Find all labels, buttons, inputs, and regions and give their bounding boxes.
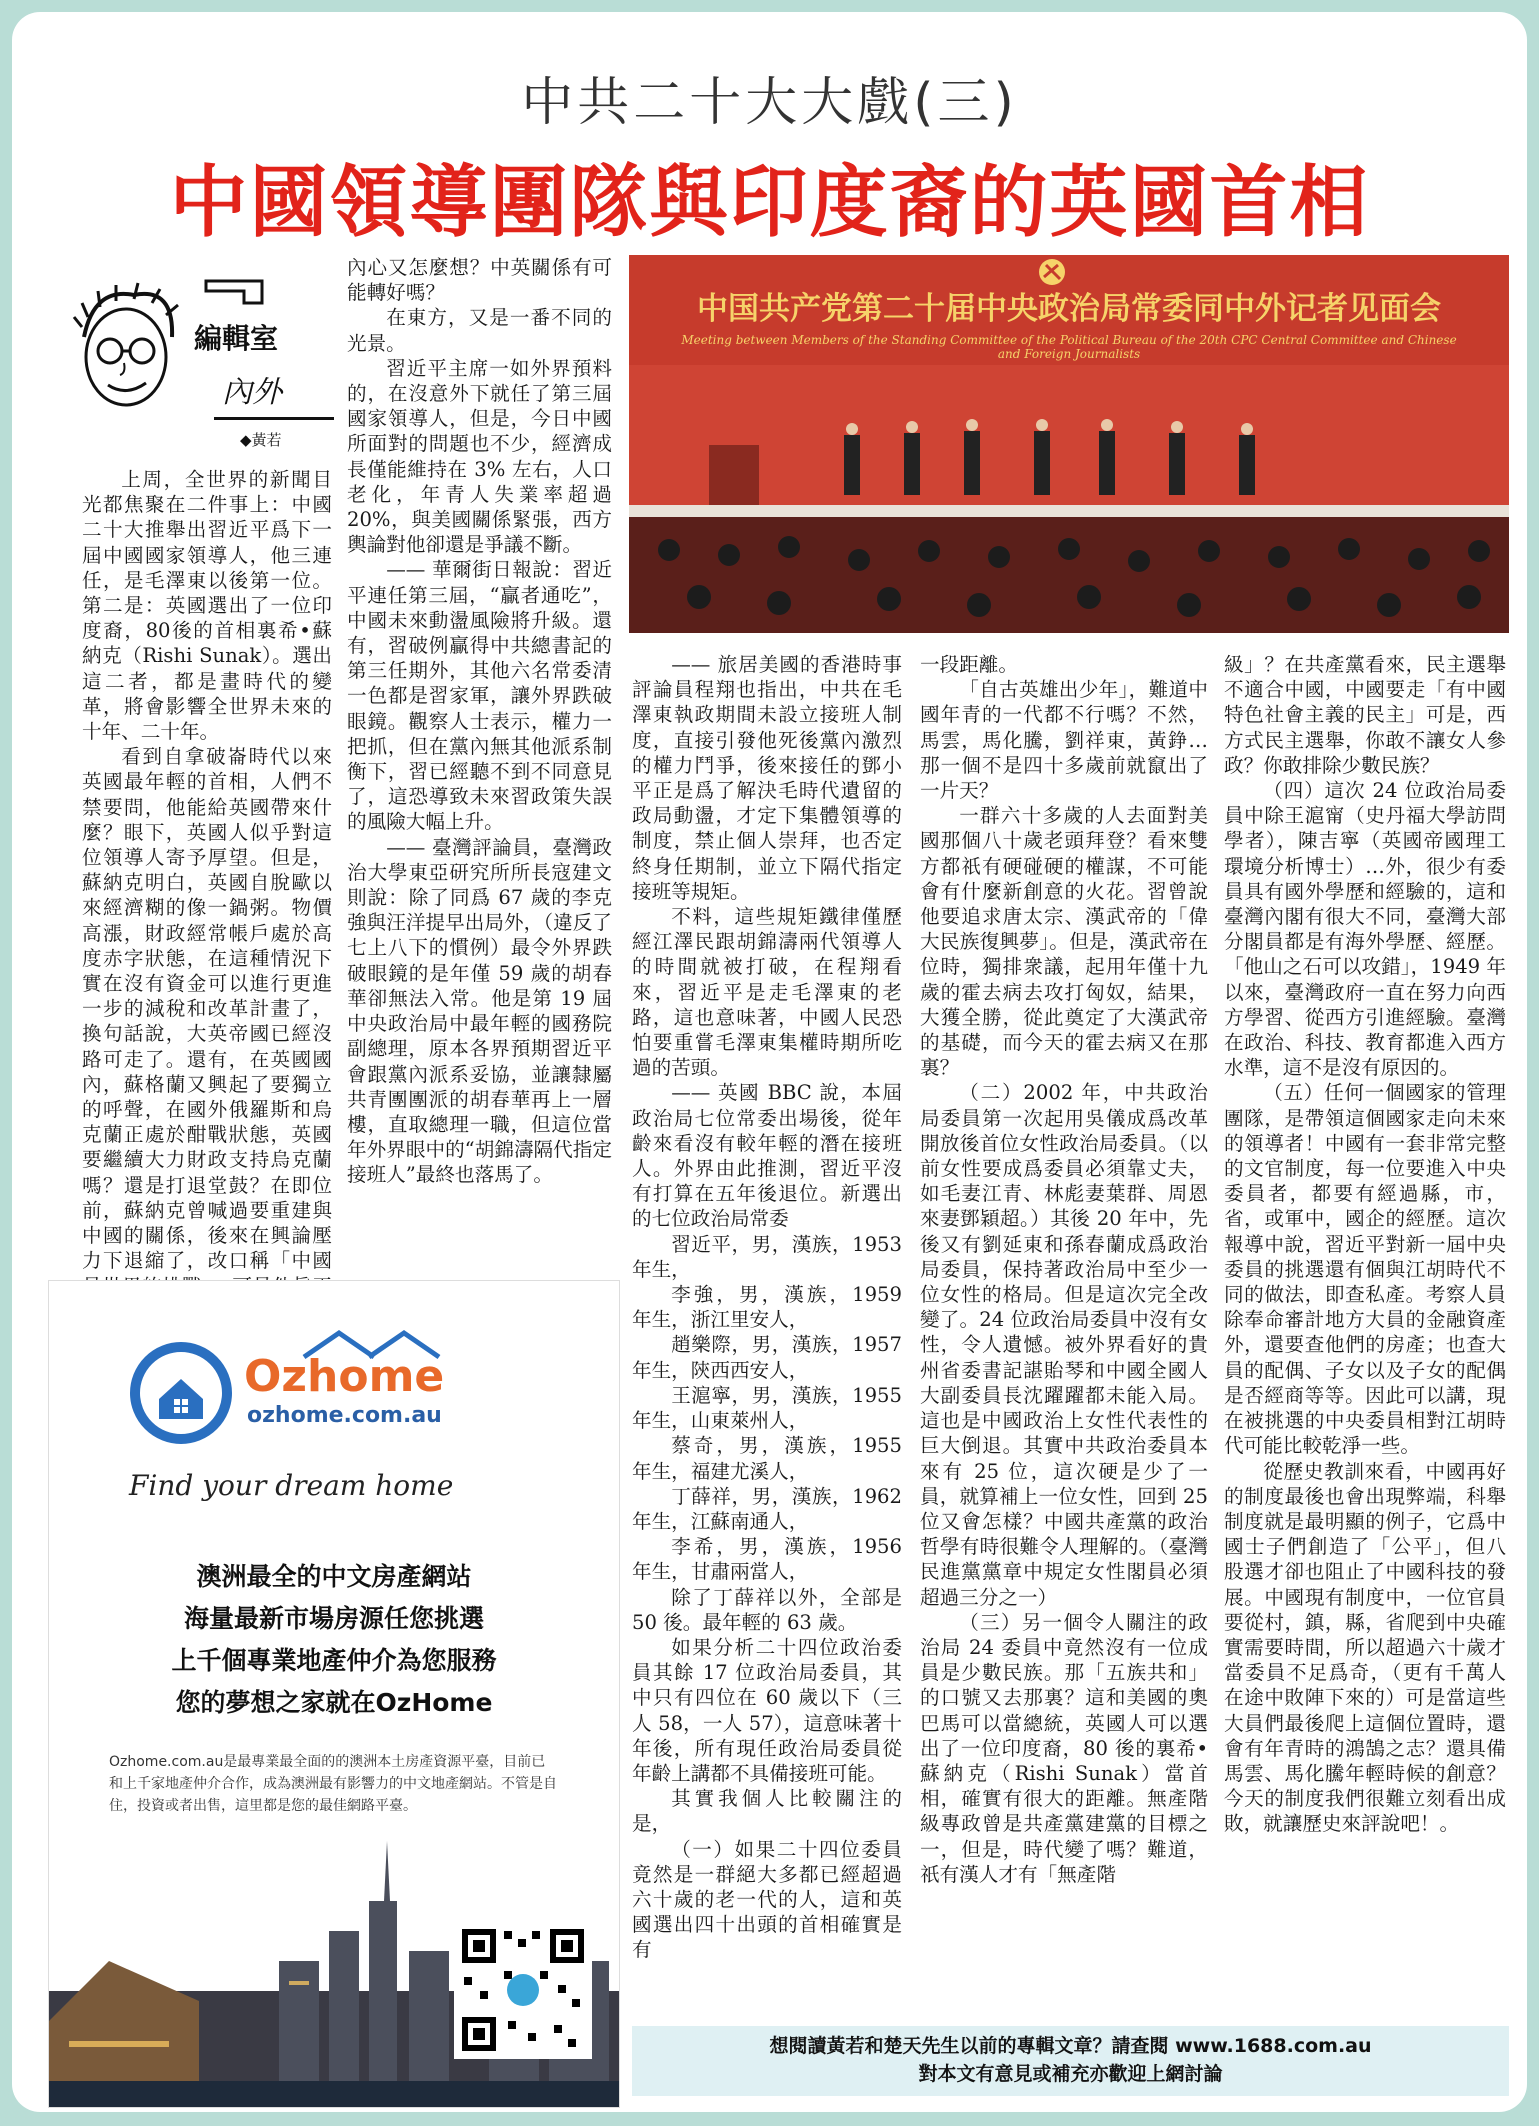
qr-code[interactable] [454,1921,592,2059]
headline: 中國領導團隊與印度裔的英國首相 [169,158,1370,248]
paragraph: 在東方，又是一番不同的光景。 [347,306,612,355]
paragraph: （一）如果二十四位委員竟然是一群絕大多都已經超過六十歲的老一代的人，這和英國選出四十出頭的首相確實是有 [632,1837,902,1962]
newspaper-page [12,12,1527,2112]
column-title: 編輯室 [194,322,279,355]
text-column-2 [347,255,612,1277]
paragraph: —— 英國 BBC 說，本屆政治局七位常委出場後，從年齡來看沒有較年輕的潛在接班人。外界由此推測，習近平沒有打算在五年後退位。新選出的七位政治局常委 [632,1081,902,1231]
paragraph: （二）2002 年，中共政治局委員第一次起用吳儀成爲改革開放後首位女性政治局委員。（以前女性要成爲委員必須靠丈夫，如毛妻江青、林彪妻葉群、周恩來妻鄧穎超。）其後 20 年中，先後又有劉延東和孫春蘭成爲政治局委員，保持著政治局中至少一位女性的格局。但是這次完全改變了。24 位政治局委員中沒有女性，令人遺憾。被外界看好的貴州省委書記諶貽琴和中國全國人大副委員長沈躍躍都未能入局。這也是中國政治上女性代表性的巨大倒退。其實中共政治委員本來有 25 位，這次硬是少了一員，就算補上一位女性，回到 25 位又會怎樣？中國共產黨的政治哲學有時很難令人理解的。（臺灣民進黨黨章中規定女性閣員必須超過三分之一） [920,1081,1208,1609]
ad-line: 海量最新市場房源任您挑選 [183,1604,484,1633]
banner-subtitle: Meeting between Members of the Standing Committee of the Political Bureau of the 20th CPC Central Committee and Chinese and Foreign Journalists [681,333,1457,361]
logo-frame-icon [204,277,264,307]
house-logo-icon [129,1341,234,1446]
press-conference-photo [629,255,1509,633]
ad-brand: Ozhome [244,1351,445,1402]
paragraph: 習近平，男，漢族，1953 年生， [632,1232,902,1281]
paragraph: —— 華爾街日報說：習近平連任第三屆，“贏者通吃”，中國未來動盪風險將升級。還有，習破例贏得中共總書記的第三任期外，其他六名常委清一色都是習家軍，讓外界跌破眼鏡。觀察人士表示，權力一把抓，但在黨內無其他派系制衡下，習已經聽不到不同意見了，這恐導致未來習政策失誤的風險大幅上升。 [347,558,612,834]
paragraph: 習近平主席一如外界預料的，在沒意外下就任了第三屆國家領導人，但是，今日中國所面對的問題也不少，經濟成長僅能維持在 3% 左右，人口老化，年青人失業率超過 20%，與美國關係緊張，西方輿論對他卻還是爭議不斷。 [347,356,612,557]
paragraph: 不料，這些規矩鐵律僅歷經江澤民跟胡錦濤兩代領導人的時間就被打破，在程翔看來，習近平是走毛澤東的老路，這也意味著，中國人民恐怕要重嘗毛澤東集權時期所吃過的苦頭。 [632,905,902,1080]
paragraph: 蔡奇，男，漢族，1955 年生，福建尤溪人， [632,1434,902,1483]
text-column-3 [632,652,902,1972]
paragraph: 如果分析二十四位政治委員其餘 17 位政治局委員，其中只有四位在 60 歲以下（三人 58，一人 57），這意味著十年後，所有現任政治局委員從年齡上講都不具備接班可能。 [632,1635,902,1785]
text-column-5 [1224,652,1506,1972]
paragraph: 「自古英雄出少年」，難道中國年青的一代都不行嗎？不然，馬雲，馬化騰，劉祥東，黃錚…那一個不是四十多歲前就竄出了一片天？ [920,678,1208,803]
paragraph: 李強，男，漢族，1959 年生，浙江里安人， [632,1283,902,1332]
paragraph: 從歷史教訓來看，中國再好的制度最後也會出現弊端，科舉制度就是最明顯的例子，它爲中國士子們創造了「公平」，但八股選才卻也阻止了中國科技的發展。中國現有制度中，一位官員要從村，鎮，縣，省爬到中央確實需要時間，所以超過六十歲才當委員不足爲奇，（更有千萬人在途中敗陣下來的）可是當這些大員們最後爬上這個位置時，還會有年青時的鴻鵠之志？還具備馬雲、馬化騰年輕時候的創意？今天的制度我們很難立刻看出成敗，就讓歷史來評說吧！。 [1224,1459,1506,1836]
paragraph: 趙樂際，男，漢族，1957 年生，陝西西安人， [632,1333,902,1382]
paragraph: 看到自拿破崙時代以來英國最年輕的首相，人們不禁要問，他能給英國帶來什麼？眼下，英國人似乎對這位領導人寄予厚望。但是，蘇納克明白，英國自脫歐以來經濟糊的像一鍋粥。物價高漲，財政經常帳戶處於高度赤字狀態，在這種情況下實在沒有資金可以進行更進一步的減稅和改革計畫了，換句話說，大英帝國已經沒路可走了。還有，在英國國內，蘇格蘭又興起了要獨立的呼聲，在國外俄羅斯和烏克蘭正處於酣戰狀態，英國要繼續大力財政支持烏克蘭嗎？還是打退堂鼓？在即位前，蘇納克曾喊過要重建與中國的關係，後來在興論壓力下退縮了，改口稱「中國 [82,745,332,1273]
logo-underline [214,417,334,420]
qr-code-icon [458,1925,588,2055]
column-logo [64,277,334,452]
footer-line-1[interactable]: 想閱讀黃若和楚天先生以前的專輯文章？請查閱 www.1688.com.au [769,2035,1372,2057]
paragraph: 內心又怎麼想？中英關係有可能轉好嗎？ [347,256,612,305]
paragraph: 一段距離。 [920,653,1018,676]
banner-title: 中国共产党第二十届中央政治局常委同中外记者见面会 [697,291,1441,327]
ad-feature-lines [49,1556,619,1724]
ad-line: 您的夢想之家就在OzHome [175,1688,493,1717]
ad-tagline: Find your dream home [129,1469,454,1502]
text-column-4 [920,652,1208,1972]
paragraph: 一群六十多歲的人去面對美國那個八十歲老頭拜登？看來雙方都祇有硬碰硬的權謀，不可能會有什麼新創意的火花。習曾說他要追求唐太宗、漢武帝的「偉大民族復興夢」。但是，漢武帝在位時，獨排衆議，起用年僅十九歲的霍去病去攻打匈奴，結果，大獲全勝，從此奠定了大漢武帝的基礎，而今天的霍去病又在那裏？ [920,804,1208,1080]
paragraph: （五）任何一個國家的管理團隊，是帶領這個國家走向未來的領導者！中國有一套非常完整的文官制度，每一位要進入中央委員者，都要有經過縣，市，省，或軍中，國企的經歷。這次報導中說，習近平對新一屆中央委員的挑選還有個與江胡時代不同的做法，即查私產。考察人員除奉命審計地方大員的金融資產外，還要查他們的房產；也查大員的配偶、子女以及子女的配偶是否經商等等。因此可以講，現在被挑選的中央委員相對江胡時代可能比較乾淨一些。 [1224,1081,1506,1458]
paragraph: （三）另一個令人關注的政治局 24 委員中竟然沒有一位成員是少數民族。那「五族共和」的口號又去那裏？這和美國的奧巴馬可以當總統，英國人可以選出了一位印度裔，80 後的裏希•蘇納克（Rishi Sunak）當首相，確實有很大的距離。無產階級專政曾是共產黨建黨的目標之一，但是，時代變了嗎？難道，祇有漢人才有「無產階 [920,1610,1208,1886]
paragraph: 除了丁薛祥以外，全部是 50 後。最年輕的 63 歲。 [632,1585,902,1634]
paragraph: —— 臺灣評論員，臺灣政治大學東亞研究所所長寇建文則說：除了同爲 67 歲的李克強與汪洋提早出局外，（違反了七上八下的慣例）最令外界跌破眼鏡的是年僅 59 歲的胡春華卻無法入常。他是第 19 屆中央政治局中最年輕的國務院副總理，原本各界預期習近平會跟黨內派系妥協，並讓隸屬共青團團派的胡春華再上一層樓，直取總理一職，但這位當年外界眼中的“胡錦濤隔代指定接班人”最終也落馬了。 [347,835,612,1187]
paragraph: （四）這次 24 位政治局委員中除王滬甯（史丹福大學訪問學者），陳吉寧（英國帝國理工環境分析博士）…外，很少有委員具有國外學歷和經驗的，這和臺灣內閣有很大不同，臺灣大部分閣員都是有海外學歷、經歷。「他山之石可以攻錯」，1949 年以來，臺灣政府一直在努力向西方學習、從西方引進經驗。臺灣在政治、科技、教育都進入西方水準，這不是沒有原因的。 [1224,779,1506,1080]
paragraph: 丁薛祥，男，漢族，1962 年生，江蘇南通人， [632,1484,902,1533]
paragraph: 級」？在共產黨看來，民主選舉不適合中國，中國要走「有中國特色社會主義的民主」可是，西方式民主選舉，你敢不讓女人參政？你敢排除少數民族？ [1224,653,1506,777]
paragraph: 王滬寧，男，漢族，1955 年生，山東萊州人， [632,1383,902,1433]
ad-line: 澳洲最全的中文房產網站 [196,1562,472,1591]
ad-line: 上千個專業地產仲介為您服務 [171,1646,497,1675]
ad-description: Ozhome.com.au是最專業最全面的的澳洲本土房產資源平臺，目前已和上千家地產仲介合作，成為澳洲最有影響力的中文地產網站。不管是自住，投資或者出售，這里都是您的最佳網路平臺。 [109,1754,557,1814]
footer-line-2: 對本文有意見或補充亦歡迎上網討論 [918,2063,1223,2085]
author-caricature-icon [64,277,194,427]
paragraph: 李希，男，漢族，1956 年生，甘肅兩當人， [632,1535,902,1584]
ozhome-advertisement[interactable] [48,1280,620,2108]
column-subtitle: 內外 [222,375,282,410]
text-column-1 [82,467,332,1277]
paragraph: 上周，全世界的新聞目光都焦聚在二件事上：中國二十大推舉出習近平爲下一屆中國國家領導人，他三連任，是毛澤東以後第一位。第二是：英國選出了一位印度裔，80後的首相裏希•蘇納克（Rishi Sunak）。選出這二者，都是畫時代的變革，將會影響全世界未來的十年、二十年。 [82,468,332,744]
series-overline: 中共二十大大戲(三) [521,73,1018,133]
paragraph: —— 旅居美國的香港時事評論員程翔也指出，中共在毛澤東執政期間未設立接班人制度，直接引發他死後黨內激烈的權力鬥爭，後來接任的鄧小平正是爲了解決毛時代遺留的政局動盪，才定下集體領導的制度，禁止個人崇拜，也否定終身任期制，並立下隔代指定接班等規矩。 [632,653,902,903]
ad-url[interactable]: ozhome.com.au [247,1403,442,1428]
author-byline: ◆黃若 [240,431,282,449]
stage-and-audience-scene [629,365,1509,633]
paragraph: 其實我個人比較關注的是， [632,1787,902,1836]
footer-note [632,2026,1509,2096]
